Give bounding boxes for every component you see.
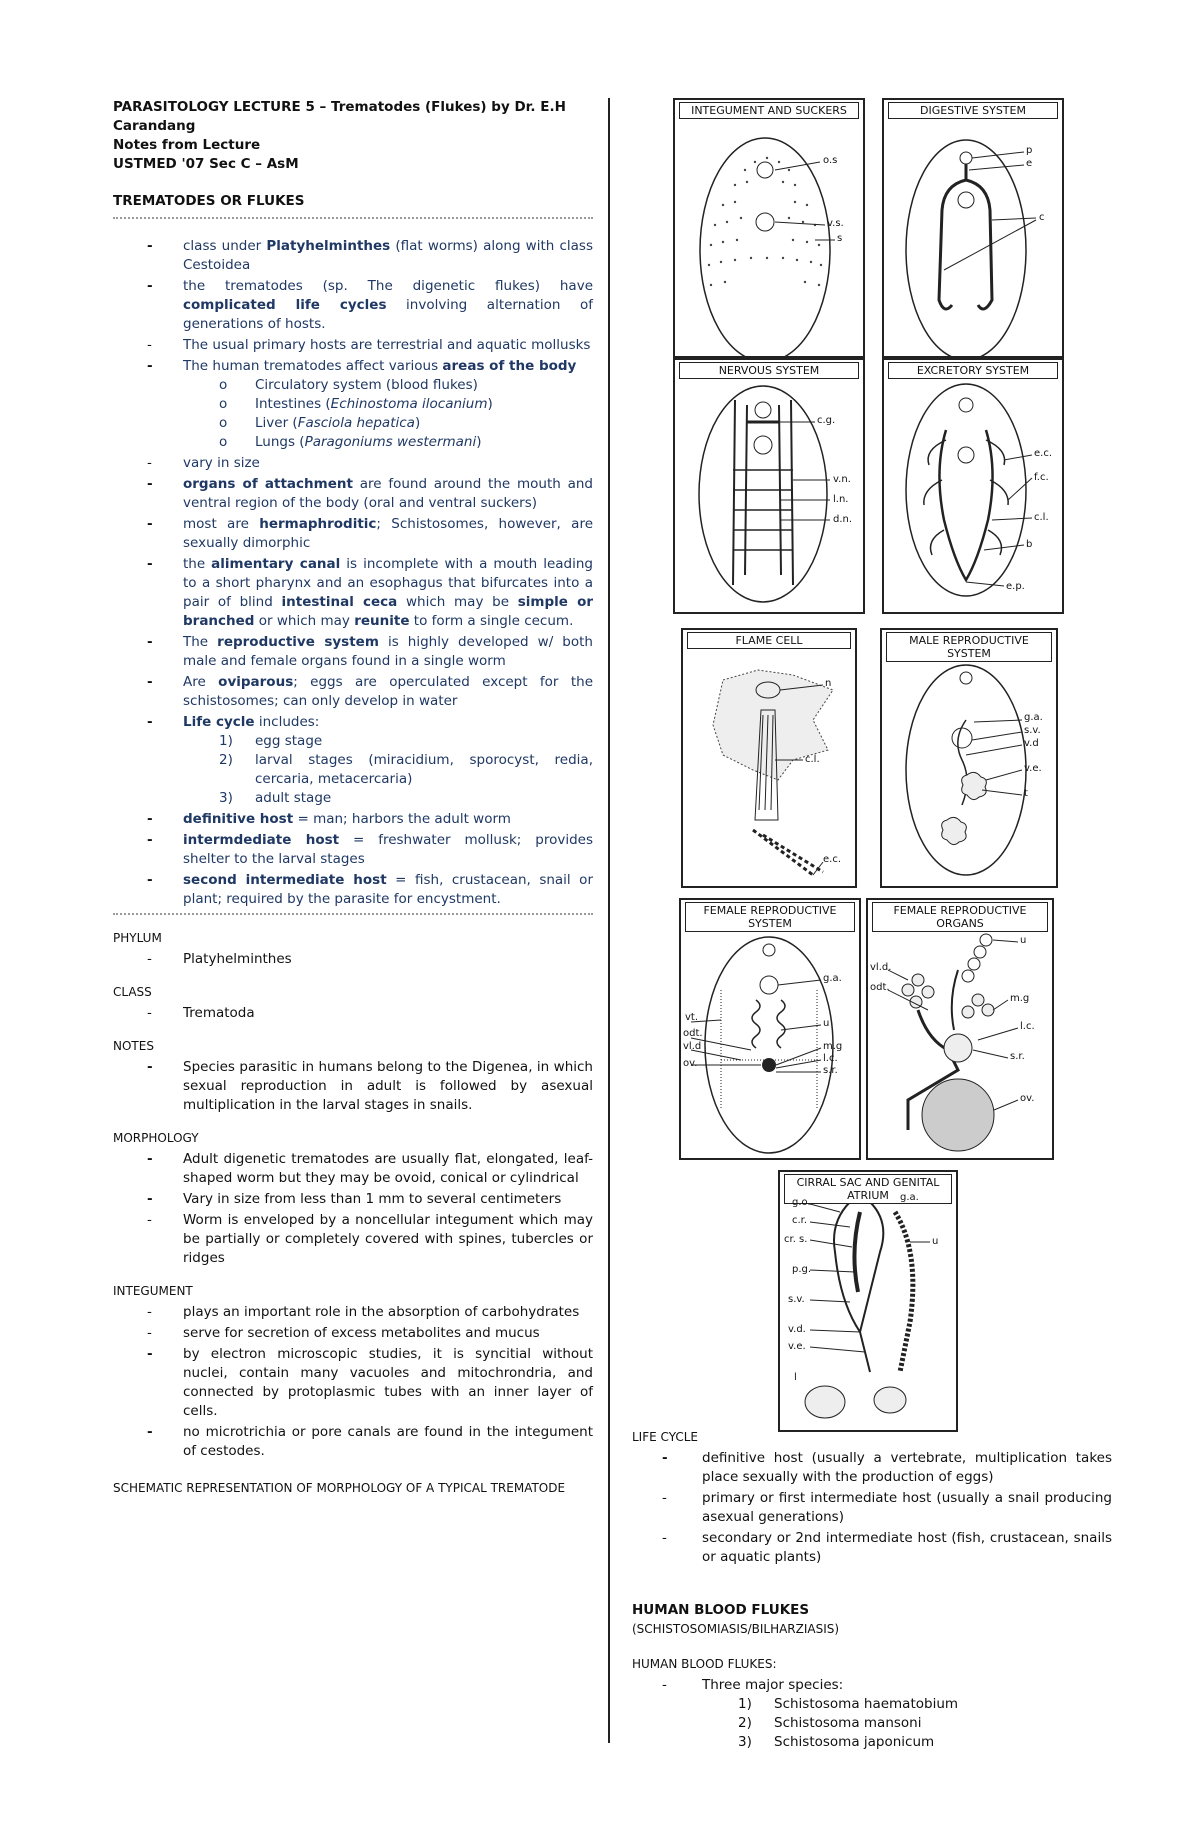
label: c.l. [805,754,820,765]
label: d.n. [833,514,853,525]
sub-list-item: o Intestines (Echinostoma ilocanium) [219,396,493,412]
morphology-list [113,1150,593,1268]
list-item: - Are oviparous; eggs are operculated except for the schistosomes; can only develop in water [147,674,593,709]
label: l.c. [1020,1021,1035,1032]
section-title-blood-flukes: HUMAN BLOOD FLUKES [632,1602,810,1618]
list-item: - by electron microscopic studies, it is syncitial without nuclei, contain many vacuoles and mitochrondria, and connected by protoplasmic tubes with an inner layer of cells. [147,1346,593,1419]
list-item: - plays an important role in the absorption of carbohydrates [147,1304,580,1320]
divider [113,217,593,219]
text-bold: alimentary canal [211,556,341,572]
label: s [837,233,843,244]
excretory-drawing [884,360,1062,612]
list-item: - the trematodes (sp. The digenetic flukes) have complicated life cycles involving alternation of generations of hosts. [147,278,593,332]
label: g.a. [823,973,842,984]
text: larval stages (miracidium, sporocyst, redia, cercaria, metacercaria) [255,752,593,787]
right-column [632,1428,1112,1754]
text-bold: intestinal ceca [281,594,398,610]
label: t [1024,788,1028,799]
list-item: - class under Platyhelminthes (flat worms) along with class Cestoidea [147,238,593,273]
list-item: - Platyhelminthes [147,951,292,967]
text: Circulatory system (blood flukes) [255,377,478,393]
label: vl.d [683,1041,702,1052]
text: ) [414,415,421,431]
label: g.a. [1024,712,1043,723]
list-item: - The usual primary hosts are terrestrial and aquatic mollusks [147,337,591,353]
list-item: - primary or first intermediate host (usually a snail producing asexual generations) [662,1490,1112,1525]
label-life-cycle: LIFE CYCLE [632,1430,699,1444]
label-class: CLASS [113,985,152,999]
text: Vary in size from less than 1 mm to several centimeters [183,1191,562,1207]
figure-nervous-system [673,358,865,614]
label: f.c. [1034,472,1049,483]
list-item: - Species parasitic in humans belong to the Digenea, in which sexual reproduction in adult is followed by asexual multiplication in the larval stages in snails. [147,1059,593,1113]
text: Adult digenetic trematodes are usually flat, elongated, leaf-shaped worm but they may be ovoid, conical or cylindrical [183,1151,593,1186]
label: v.d [1024,738,1039,749]
text-bold: reproductive system [217,634,379,650]
text: are found around the mouth and ventral region of the body (oral and ventral suckers) [183,476,593,511]
text: Schistosoma mansoni [774,1715,922,1731]
label-blood-flukes: HUMAN BLOOD FLUKES: [632,1657,777,1671]
text: involving alternation of generations of hosts. [183,297,593,332]
label: ov. [683,1058,698,1069]
text-bold: hermaphroditic [259,516,377,532]
text: secondary or 2nd intermediate host (fish, crustacean, snails or aquatic plants) [702,1530,1112,1565]
female-reproductive-drawing [681,900,859,1158]
list-item: - intermdediate host = freshwater mollusk; provides shelter to the larval stages [147,832,593,867]
text: = man; harbors the adult worm [293,811,511,827]
text: egg stage [255,733,323,749]
numbered-item: 2) Schistosoma mansoni [738,1715,922,1731]
figure-title: FEMALE REPRODUCTIVE SYSTEM [685,902,855,932]
figure-excretory-system [882,358,1064,614]
text: (flat worms) along with class Cestoidea [183,238,593,273]
list-item: - definitive host = man; harbors the adult worm [147,811,511,827]
label: v.s. [827,218,844,229]
text: which may be [397,594,518,610]
numbered-item: 3) adult stage [219,790,332,806]
text: serve for secretion of excess metabolites and mucus [183,1325,540,1341]
sub-list [183,376,593,452]
label: s.v. [788,1294,805,1305]
list-item: - Three major species: 1) Schistosoma haematobium 2) Schistosoma mansoni 3) Schistosoma japonicum [632,1676,1112,1752]
numbered-item: 1) Schistosoma haematobium [738,1696,959,1712]
label: s.r. [1010,1051,1025,1062]
label: c.r. [792,1215,808,1226]
text: Platyhelminthes [183,951,292,967]
male-reproductive-drawing [882,630,1056,886]
list-item: - no microtrichia or pore canals are found in the integument of cestodes. [147,1424,593,1459]
label: v.n. [833,474,851,485]
phylum-list [113,950,593,969]
text: ) [476,434,482,450]
figure-title: FLAME CELL [687,632,851,649]
figure-title: INTEGUMENT AND SUCKERS [679,102,859,119]
figure-title: CIRRAL SAC AND GENITAL ATRIUM [784,1174,952,1204]
text: to form a single cecum. [409,613,574,629]
notes-list [113,1058,593,1115]
section-subtitle: (SCHISTOSOMIASIS/BILHARZIASIS) [632,1622,840,1636]
list-item: - vary in size [147,455,260,471]
text: adult stage [255,790,332,806]
label: ov. [1020,1093,1035,1104]
text: vary in size [183,455,260,471]
list-item: - Adult digenetic trematodes are usually flat, elongated, leaf-shaped worm but they may be ovoid, conical or cylindrical [147,1151,593,1186]
left-column [113,98,593,1500]
label-integument: INTEGUMENT [113,1284,193,1298]
list-item: - second intermediate host = fish, crustacean, snail or plant; required by the parasite for encystment. [147,872,593,907]
header-line-4: USTMED '07 Sec C – AsM [113,156,299,172]
text: The usual primary hosts are terrestrial and aquatic mollusks [183,337,591,353]
list-item: - Trematoda [147,1005,255,1021]
figure-male-reproductive-system [880,628,1058,888]
text: Schistosoma japonicum [774,1734,935,1750]
sub-list-item: o Lungs (Paragoniums westermani) [219,434,482,450]
text: most are [183,516,260,532]
column-divider [608,98,610,1743]
text: Worm is enveloped by a noncellular integument which may be partially or completely covered with spines, tubercles or ridges [183,1212,593,1266]
label: s.v. [1024,725,1041,736]
list-item: - Worm is enveloped by a noncellular integument which may be partially or completely covered with spines, tubercles or ridges [147,1212,593,1266]
text: ) [487,396,493,412]
sub-list-item: o Liver (Fasciola hepatica) [219,415,421,431]
text: plays an important role in the absorption of carbohydrates [183,1304,580,1320]
text: by electron microscopic studies, it is syncitial without nuclei, contain many vacuoles and mitochrondria, and connected by protoplasmic tubes with an inner layer of cells. [183,1346,593,1419]
figure-digestive-system [882,98,1064,358]
numbered-list [183,732,593,808]
text-bold: definitive host [183,811,294,827]
text-bold: complicated life cycles [183,297,387,313]
list-item: - most are hermaphroditic; Schistosomes, however, are sexually dimorphic [147,516,594,551]
label: e.p. [1006,581,1025,592]
header-line-2: Carandang [113,118,196,134]
label: g.o. [792,1197,811,1208]
label: e.c. [823,854,842,865]
label: v.e. [1024,763,1042,774]
list-item: - definitive host (usually a vertebrate, multiplication takes place sexually with the production of eggs) [662,1450,1112,1485]
figure-title: MALE REPRODUCTIVE SYSTEM [886,632,1052,662]
figure-integument-suckers [673,98,865,358]
list-item: - organs of attachment are found around the mouth and ventral region of the body (oral and ventral suckers) [147,476,593,511]
list-item: - the alimentary canal is incomplete with a mouth leading to a short pharynx and an esophagus that bifurcates into a pair of blind intestinal ceca which may be simple or branched or which may reunite to form a single cecum. [147,556,594,629]
numbered-item: 1) egg stage [219,733,323,749]
integument-list [113,1303,593,1461]
header-line-1: PARASITOLOGY LECTURE 5 – Trematodes (Flukes) by Dr. E.H [113,99,566,115]
document-header [113,98,593,174]
text: ; eggs are operculated except for the schistosomes; can only develop in water [183,674,593,709]
list-item: - secondary or 2nd intermediate host (fish, crustacean, snails or aquatic plants) [662,1530,1112,1565]
list-item: - Vary in size from less than 1 mm to several centimeters [147,1191,562,1207]
text-italic: Paragoniums westermani [304,434,477,450]
text-italic: Fasciola hepatica [297,415,415,431]
digestive-drawing [884,100,1062,356]
text-bold: Life cycle [183,714,255,730]
figure-flame-cell [681,628,857,888]
text: Are [183,674,219,690]
blood-flukes-list [632,1676,1112,1752]
text-bold: reunite [354,613,410,629]
text: Species parasitic in humans belong to the Digenea, in which sexual reproduction in adult is followed by asexual multiplication in the larval stages in snails. [183,1059,593,1113]
text-bold: second intermediate host [183,872,387,888]
label: cr. s. [784,1234,808,1245]
text: is highly developed w/ both male and female organs found in a single worm [183,634,593,669]
text-bold: simple or branched [183,594,594,629]
label: p.g. [792,1264,812,1275]
label: u [823,1018,830,1029]
figure-cirral-sac [778,1170,958,1432]
nervous-drawing [675,360,863,612]
text-bold: oviparous [218,674,294,690]
list-item: - The human trematodes affect various areas of the body o Circulatory system (blood flukes) o Intestines (Echinostoma ilocanium) o Liver (Fasciola hepatica) o Lungs (Paragoniums westermani) [113,357,593,452]
text-bold: intermdediate host [183,832,340,848]
label-notes: NOTES [113,1039,154,1053]
label: l.n. [833,494,849,505]
class-list [113,1004,593,1023]
label: g.a. [900,1192,919,1203]
label-morphology: MORPHOLOGY [113,1131,199,1145]
text: no microtrichia or pore canals are found in the integument of cestodes. [183,1424,593,1459]
label-phylum: PHYLUM [113,931,162,945]
figure-title: DIGESTIVE SYSTEM [888,102,1058,119]
life-cycle-list [632,1449,1112,1567]
label: e.c. [1034,448,1053,459]
numbered-list [702,1695,1112,1752]
text: Schistosoma haematobium [774,1696,959,1712]
text: ; Schistosomes, however, are sexually dimorphic [183,516,594,551]
figure-female-reproductive-organs [866,898,1054,1160]
text-bold: areas of the body [442,358,577,374]
label: c [1039,212,1045,223]
text: includes: [254,714,320,730]
text-italic: Echinostoma ilocanium [330,396,488,412]
text: the trematodes (sp. The digenetic flukes) have [183,278,593,294]
label: odt. [870,982,890,993]
figure-title: NERVOUS SYSTEM [679,362,859,379]
numbered-item: 3) Schistosoma japonicum [738,1734,935,1750]
label: n [825,678,832,689]
label: vt. [685,1012,699,1023]
trematode-bullet-list [113,237,593,909]
figure-title: EXCRETORY SYSTEM [888,362,1058,379]
label: o.s [823,155,838,166]
label: v.d. [788,1324,806,1335]
figure-title: FEMALE REPRODUCTIVE ORGANS [872,902,1048,932]
label: c.g. [817,415,836,426]
text-bold: Platyhelminthes [266,238,391,254]
text: Liver ( [255,415,298,431]
section-title-trematodes: TREMATODES OR FLUKES [113,193,305,209]
label: c.l. [1034,512,1049,523]
text: or which may [254,613,355,629]
label: u [932,1236,939,1247]
text: = fish, crustacean, snail or plant; required by the parasite for encystment. [183,872,593,907]
label: e [1026,158,1033,169]
text: the [183,556,212,572]
figure-female-reproductive-system [679,898,861,1160]
text: class under [183,238,267,254]
label: s.r. [823,1065,838,1076]
list-item: - Life cycle includes: 1) egg stage 2) larval stages (miracidium, sporocyst, redia, cercaria, metacercaria) 3) adult stage [147,714,593,806]
label: p [1026,145,1033,156]
label: b [1026,539,1033,550]
text: = freshwater mollusk; provides shelter to the larval stages [183,832,593,867]
text: The human trematodes affect various [183,358,443,374]
flame-cell-drawing [683,630,855,886]
list-item: - The reproductive system is highly developed w/ both male and female organs found in a single worm [147,634,593,669]
label: v.e. [788,1341,806,1352]
cirral-sac-drawing [780,1172,956,1430]
label: odt. [683,1028,703,1039]
label: m.g [823,1041,843,1052]
schematic-caption: SCHEMATIC REPRESENTATION OF MORPHOLOGY OF A TYPICAL TREMATODE [113,1481,566,1495]
text: The [183,634,218,650]
label: u [1020,935,1027,946]
text: definitive host (usually a vertebrate, multiplication takes place sexually with the production of eggs) [702,1450,1112,1485]
numbered-item: 2) larval stages (miracidium, sporocyst, redia, cercaria, metacercaria) [219,752,593,787]
header-line-3: Notes from Lecture [113,137,261,153]
text: Intestines ( [255,396,331,412]
label: l.c. [823,1053,838,1064]
label: vl.d. [870,962,892,973]
divider [113,913,593,915]
text: Three major species: [702,1677,844,1693]
text: Trematoda [183,1005,255,1021]
text: Lungs ( [255,434,305,450]
label: m.g [1010,993,1030,1004]
text: primary or first intermediate host (usually a snail producing asexual generations) [702,1490,1112,1525]
list-item: - serve for secretion of excess metabolites and mucus [147,1325,540,1341]
text: is incomplete with a mouth leading to a short pharynx and an esophagus that bifurcates into a pair of blind [183,556,593,610]
sub-list-item: o Circulatory system (blood flukes) [219,377,478,393]
text-bold: organs of attachment [183,476,353,492]
label: l [794,1372,797,1383]
